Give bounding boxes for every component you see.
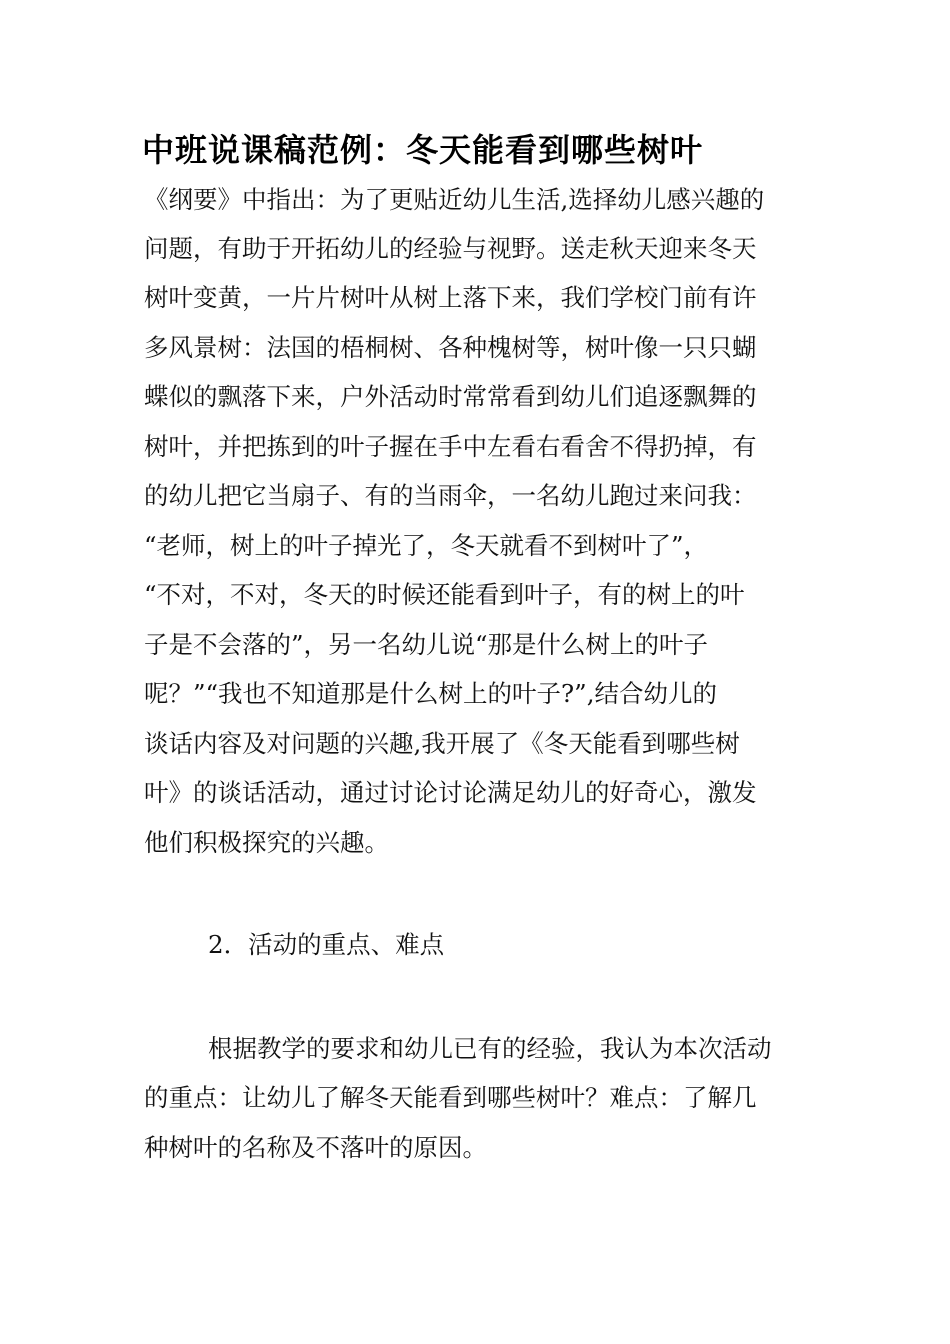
page-title: 中班说课稿范例：冬天能看到哪些树叶 bbox=[142, 131, 704, 169]
section-line: 的重点：让幼儿了解冬天能看到哪些树叶？难点：了解几 bbox=[144, 1083, 757, 1112]
intro-line: 呢？”“我也不知道那是什么树上的叶子?”,结合幼儿的 bbox=[144, 679, 717, 708]
intro-line: 蝶似的飘落下来，户外活动时常常看到幼儿们追逐飘舞的 bbox=[144, 382, 757, 411]
intro-line: 叶》的谈话活动，通过讨论讨论满足幼儿的好奇心，激发 bbox=[144, 778, 757, 807]
intro-line: “不对，不对，冬天的时候还能看到叶子，有的树上的叶 bbox=[144, 580, 745, 609]
intro-line: 谈话内容及对问题的兴趣,我开展了《冬天能看到哪些树 bbox=[144, 729, 740, 758]
section-heading: 2．活动的重点、难点 bbox=[208, 930, 445, 959]
section-line: 根据教学的要求和幼儿已有的经验，我认为本次活动 bbox=[208, 1034, 772, 1063]
section-line: 种树叶的名称及不落叶的原因。 bbox=[144, 1133, 487, 1162]
intro-line: 树叶变黄，一片片树叶从树上落下来，我们学校门前有许 bbox=[144, 283, 757, 312]
intro-line: 《纲要》中指出：为了更贴近幼儿生活,选择幼儿感兴趣的 bbox=[144, 185, 765, 214]
intro-line: 树叶，并把拣到的叶子握在手中左看右看舍不得扔掉，有 bbox=[144, 432, 757, 461]
intro-line: 问题，有助于开拓幼儿的经验与视野。送走秋天迎来冬天 bbox=[144, 234, 757, 263]
intro-line: 他们积极探究的兴趣。 bbox=[144, 828, 389, 857]
intro-line: “老师，树上的叶子掉光了，冬天就看不到树叶了”， bbox=[144, 531, 709, 560]
intro-line: 多风景树：法国的梧桐树、各种槐树等，树叶像一只只蝴 bbox=[144, 333, 757, 362]
intro-line: 子是不会落的”，另一名幼儿说“那是什么树上的叶子 bbox=[144, 630, 709, 659]
intro-line: 的幼儿把它当扇子、有的当雨伞，一名幼儿跑过来问我： bbox=[144, 481, 757, 510]
